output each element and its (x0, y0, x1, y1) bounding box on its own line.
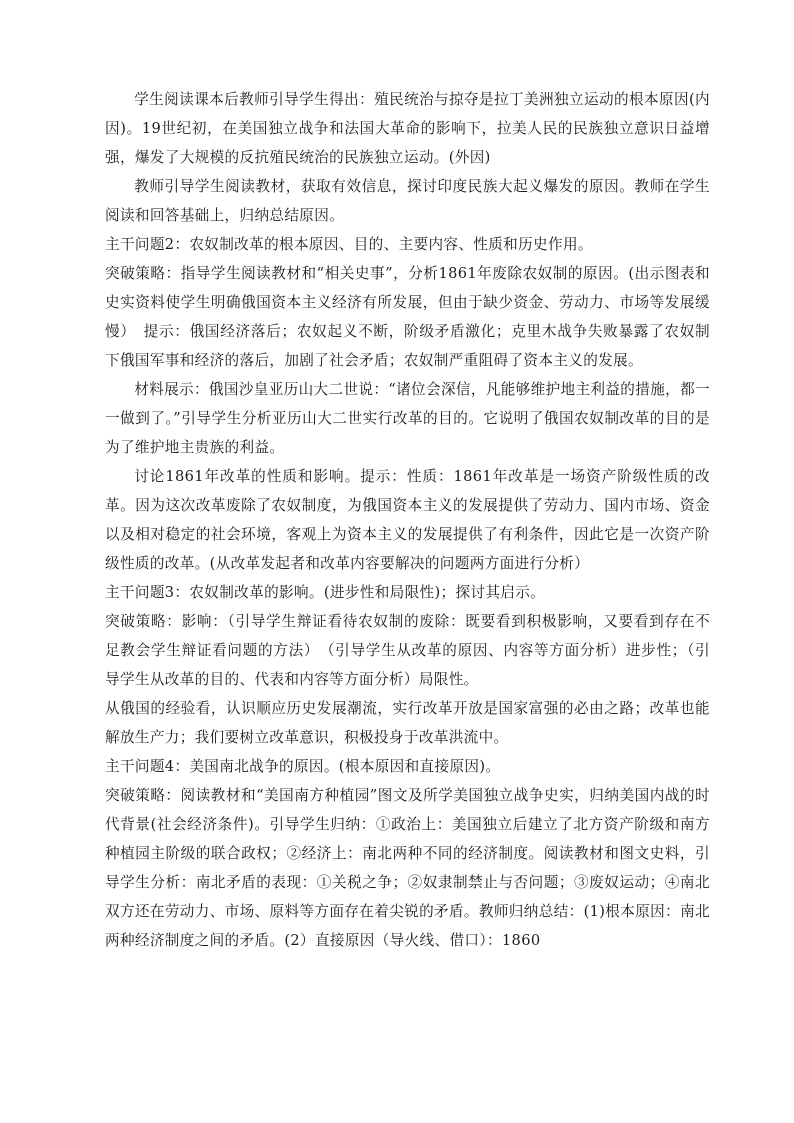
paragraph-reform-nature: 讨论1861年改革的性质和影响。提示：性质：1861年改革是一场资产阶级性质的改革。因为这次改革废除了农奴制度，为俄国资本主义的发展提供了劳动力、国内市场、资金以及相对稳定的社会环境，客观上为资本主义的发展提供了有利条件，因此它是一次资产阶级性质的改革。(从改革发起者和改革内容要解决的问题两方面进行分析） (105, 468, 710, 572)
document-page (105, 85, 710, 955)
paragraph-strategy-civil-war: 突破策略：阅读教材和“美国南方种植园”图文及所学美国独立战争史实，归纳美国内战的时代背景(社会经济条件)。引导学生归纳：①政治上：美国独立后建立了北方资产阶级和南方种植园主阶级的联合政权；②经济上：南北两种不同的经济制度。阅读教材和图文史料，引导学生分析：南北矛盾的表现：①关税之争；②奴隶制禁止与否问题；③废奴运动；④南北双方还在劳动力、市场、原料等方面存在着尖锐的矛盾。教师归纳总结：(1)根本原因：南北两种经济制度之间的矛盾。(2）直接原因（导火线、借口）：1860 (105, 787, 710, 949)
heading-main-question-4: 主干问题4：美国南北战争的原因。(根本原因和直接原因)。 (105, 758, 501, 775)
heading-main-question-2: 主干问题2：农奴制改革的根本原因、目的、主要内容、性质和历史作用。 (105, 236, 593, 253)
heading-main-question-3: 主干问题3：农奴制改革的影响。(进步性和局限性)；探讨其启示。 (105, 584, 546, 601)
paragraph-strategy-reform-impact: 突破策略：影响：（引导学生辩证看待农奴制的废除：既要看到积极影响，又要看到存在不足教会学生辩证看问题的方法） （引导学生从改革的原因、内容等方面分析）进步性；（引导学生从改革的目的、代表和内容等方面分析）局限性。 (105, 613, 710, 688)
paragraph-india-uprising: 教师引导学生阅读教材，获取有效信息，探讨印度民族大起义爆发的原因。教师在学生阅读和回答基础上，归纳总结原因。 (105, 178, 710, 224)
paragraph-russia-lessons: 从俄国的经验看，认识顺应历史发展潮流，实行改革开放是国家富强的必由之路；改革也能解放生产力；我们要树立改革意识，积极投身于改革洪流中。 (105, 700, 710, 746)
paragraph-latin-america-causes: 学生阅读课本后教师引导学生得出：殖民统治与掠夺是拉丁美洲独立运动的根本原因(内因)。19世纪初，在美国独立战争和法国大革命的影响下，拉美人民的民族独立意识日益增强，爆发了大规模的反抗殖民统治的民族独立运动。(外因) (105, 91, 710, 166)
paragraph-strategy-serfdom-causes: 突破策略：指导学生阅读教材和“相关史事”，分析1861年废除农奴制的原因。(出示图表和史实资料使学生明确俄国资本主义经济有所发展，但由于缺少资金、劳动力、市场等发展缓慢） 提示：俄国经济落后；农奴起义不断，阶级矛盾激化；克里木战争失败暴露了农奴制下俄国军事和经济的落后，加剧了社会矛盾；农奴制严重阻碍了资本主义的发展。 (105, 265, 710, 369)
paragraph-material-alexander: 材料展示：俄国沙皇亚历山大二世说：“诸位会深信，凡能够维护地主利益的措施，都一一做到了。”引导学生分析亚历山大二世实行改革的目的。它说明了俄国农奴制改革的目的是为了维护地主贵族的利益。 (105, 381, 710, 456)
